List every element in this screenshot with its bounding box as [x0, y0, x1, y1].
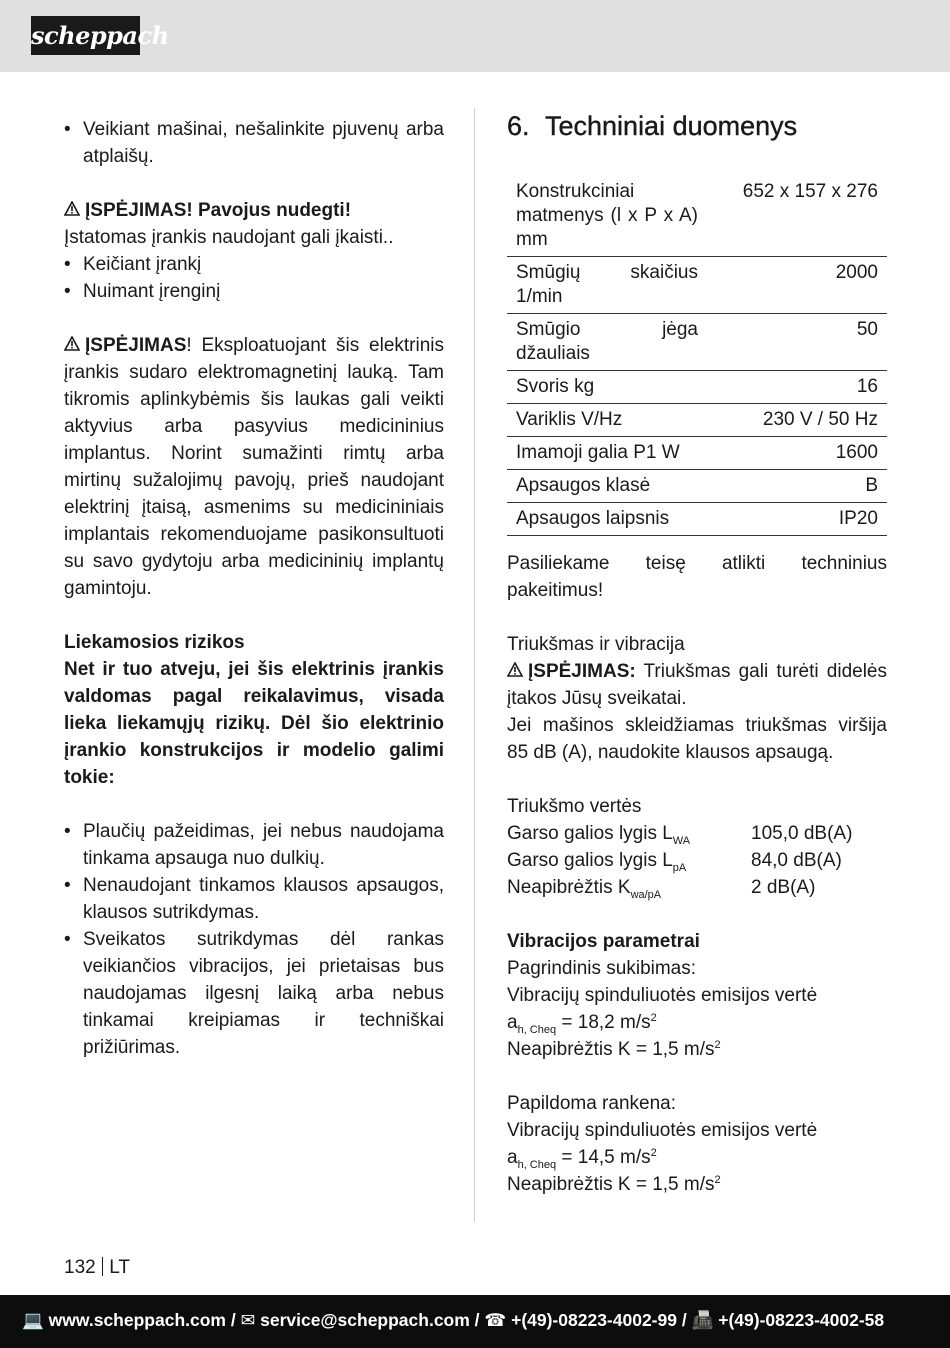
noise-row: Neapibrėžtis $K_{wa/pA}$ 2 dB(A) [507, 877, 816, 901]
spec-row [507, 470, 887, 503]
email-link[interactable]: service@scheppach.com [260, 1310, 470, 1330]
list-item: • Nenaudojant tinkamos klausos apsaugos, klausos sutrikdymas. [64, 872, 444, 926]
residual-risks-text: Net ir tuo atveju, jei šis elektrinis įrankis valdomas pagal reikalavimus, visada lieka liekamųjų rizikų. Dėl šio elektrinio įrankio konstrukcijos ir modelio galimi tokie: [64, 659, 444, 788]
spec-value: 1600 [707, 437, 887, 470]
spec-label: Imamoji galia P1 W [507, 437, 707, 470]
spec-label: Apsaugos laipsnis [507, 503, 707, 536]
spec-row [507, 371, 887, 404]
emf-warning-title: ĮSPĖJIMAS [85, 335, 187, 356]
vibration-heading: Vibracijos parametrai [507, 931, 700, 952]
extra-grip-uncertainty: Neapibrėžtis K = 1,5 $m/s^2$ [507, 1174, 721, 1195]
intro-bullet: • Veikiant mašinai, nešalinkite pjuvenų arba atplaišų. [64, 116, 444, 170]
emf-warning-text: ! Eksploatuojant šis elektrinis įrankis sudaro elektromagnetinį lauką. Tam tikromis aplinkybėmis šis laukas gali veikti aktyvius arba pasyvius medicininius implantus. Norint sumažinti rimtų arba mirtinų sužalojimų pavojų, prieš naudojant elektrinį įtaisą, asmenims su medicininiais implantais rekomenduojame pasikonsultuoti su savo gydytoju arba medicininių implantų gamintoju. [64, 335, 444, 599]
page-number: 132 LT [64, 1257, 130, 1278]
spec-value: 2000 [707, 257, 887, 314]
computer-icon: 💻 [22, 1310, 44, 1330]
noise-row: Garso galios lygis $L_{pA}$ 84,0 dB(A) [507, 850, 842, 874]
page-number-separator [102, 1257, 104, 1276]
burn-warning-text: Įstatomas įrankis naudojant gali įkaisti.. [64, 227, 394, 248]
spec-row [507, 404, 887, 437]
reserve-note: Pasiliekame teisę atlikti techninius pakeitimus! [507, 553, 887, 601]
spec-label: Smūgio jėga džauliais [507, 314, 707, 371]
fax-number: +(49)-08223-4002-58 [718, 1310, 885, 1330]
mail-icon: ✉ [240, 1310, 256, 1330]
spec-label: Konstrukciniai matmenys (l x P x A) mm [507, 176, 707, 257]
emission-label: Vibracijų spinduliuotės emisijos vertė [507, 985, 818, 1006]
phone-number: +(49)-08223-4002-99 [511, 1310, 677, 1330]
spec-row [507, 257, 887, 314]
warning-triangle-icon [64, 197, 81, 224]
fax-icon: 📠 [691, 1310, 714, 1330]
scheppach-logo: scheppach [31, 16, 140, 55]
burn-warning-title: ĮSPĖJIMAS! Pavojus nudegti! [64, 197, 444, 224]
warning-triangle-icon [64, 332, 81, 359]
list-item: • Nuimant įrenginį [64, 278, 444, 305]
spec-table [507, 176, 887, 536]
page-footer: 💻 www.scheppach.com / ✉ service@scheppach.com / ☎ +(49)-08223-4002-99 / 📠 +(49)-08223-4002-58 [0, 1295, 950, 1348]
extra-grip-label: Papildoma rankena: [507, 1093, 676, 1114]
spec-value: 652 x 157 x 276 [707, 176, 887, 257]
website-link[interactable]: www.scheppach.com [48, 1310, 226, 1330]
spec-value: 50 [707, 314, 887, 371]
page-header [0, 0, 950, 72]
burn-warning [64, 197, 444, 305]
emission-label: Vibracijų spinduliuotės emisijos vertė [507, 1120, 818, 1141]
column-divider [474, 108, 475, 1222]
left-column [64, 116, 444, 1061]
list-item: • Sveikatos sutrikdymas dėl rankas veikiančios vibracijos, jei prietaisas bus naudojamas ilgesnį laiką arba nebus tinkamai kreipiamas ir techniškai prižiūrimas. [64, 926, 444, 1061]
noise-values-heading: Triukšmo vertės [507, 796, 642, 817]
section-title: 6. Techniniai duomenys [507, 111, 798, 141]
spec-value: IP20 [707, 503, 887, 536]
spec-value: B [707, 470, 887, 503]
spec-row [507, 437, 887, 470]
main-grip-uncertainty: Neapibrėžtis K = 1,5 $m/s^2$ [507, 1039, 721, 1060]
list-item: • Plaučių pažeidimas, jei nebus naudojama tinkama apsauga nuo dulkių. [64, 818, 444, 872]
main-grip-value: $a_{h, Cheq} = 18,2$ $m/s^2$ [507, 1012, 657, 1036]
noise-heading: Triukšmas ir vibracija [507, 634, 685, 655]
list-item: • Keičiant įrankį [64, 251, 444, 278]
spec-row [507, 176, 887, 257]
residual-risks-heading: Liekamosios rizikos [64, 632, 245, 653]
spec-value: 16 [707, 371, 887, 404]
spec-label: Variklis V/Hz [507, 404, 707, 437]
spec-value: 230 V / 50 Hz [707, 404, 887, 437]
extra-grip-value: $a_{h, Cheq} = 14,5$ $m/s^2$ [507, 1147, 657, 1171]
noise-warning: ĮSPĖJIMAS: Triukšmas gali turėti didelės įtakos Jūsų sveikatai. [507, 658, 887, 712]
spec-label: Svoris kg [507, 371, 707, 404]
phone-icon: ☎ [484, 1310, 507, 1330]
right-column [507, 106, 887, 1198]
spec-row [507, 314, 887, 371]
warning-triangle-icon [507, 658, 524, 685]
main-grip-label: Pagrindinis sukibimas: [507, 958, 697, 979]
spec-row [507, 503, 887, 536]
emf-warning [64, 332, 444, 602]
spec-label: Smūgių skaičius 1/min [507, 257, 707, 314]
noise-text: Jei mašinos skleidžiamas triukšmas viršija 85 dB (A), naudokite klausos apsaugą. [507, 715, 887, 763]
spec-label: Apsaugos klasė [507, 470, 707, 503]
noise-row: Garso galios lygis $L_{WA}$ 105,0 dB(A) [507, 823, 853, 847]
